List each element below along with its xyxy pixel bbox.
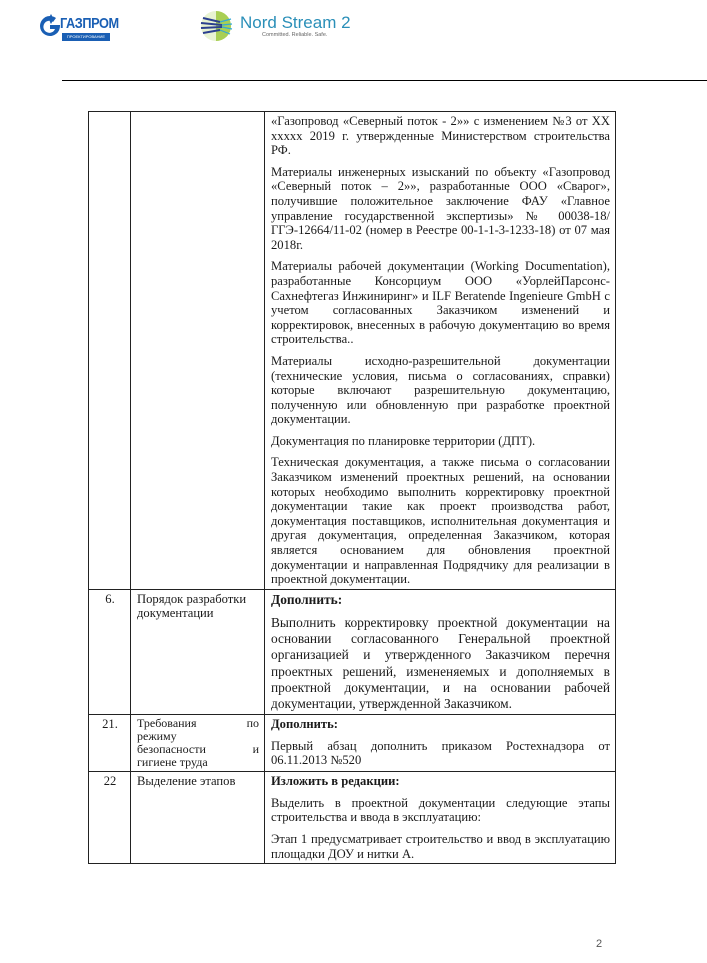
- row-title: [131, 112, 265, 590]
- paragraph: Материалы инженерных изысканий по объекту «Газопровод «Северный поток – 2»», разработанные ООО «Сварог», получившие положительное заключение ФАУ «Главное управление государственной экспертизы» № 00038-18/ГГЭ-12664/11-02 (номер в Реестре 00-1-1-3-1233-18) от 07 мая 2018г.: [271, 164, 610, 252]
- title-word: и: [252, 742, 259, 757]
- paragraph: Документация по планировке территории (ДПТ).: [271, 433, 536, 448]
- row-title: [131, 715, 265, 772]
- paragraph: Выделить в проектной документации следующие этапы строительства и ввода в эксплуатацию:: [271, 795, 610, 825]
- paragraph: Материалы рабочей документации (Working Documentation), разработанные Консорциум ООО «УорлейПарсонс-Сахнефтегаз Инжиниринг» и ILF Beratende Ingenieure GmbH с учетом согласованных Заказчиком изменений и корректировок, внесенных в рабочую документацию во время строительства..: [271, 259, 610, 347]
- table-row: [89, 715, 616, 772]
- row-content: [265, 772, 616, 864]
- row-number: [89, 112, 131, 590]
- row-heading: Изложить в редакции:: [271, 774, 400, 789]
- row-title: Порядок разработки документации: [131, 589, 265, 714]
- paragraph: Материалы исходно-разрешительной документации (технические условия, письма о согласованиях, справки) которые включают разрешительную документацию, полученную или обновленную при разработке проектной документации.: [271, 353, 610, 427]
- row-content: [265, 112, 616, 590]
- nordstream-globe-icon: [200, 10, 234, 42]
- gazprom-logo: [38, 12, 119, 42]
- paragraph: Первый абзац дополнить приказом Ростехнадзора от 06.11.2013 №520: [271, 738, 610, 768]
- row-number: 6.: [89, 589, 131, 714]
- requirements-table: [88, 111, 616, 864]
- row-content: [265, 715, 616, 772]
- row-content: [265, 589, 616, 714]
- gazprom-wordmark: ГАЗПРОМ: [60, 15, 119, 32]
- title-word: безопасности: [137, 742, 206, 757]
- row-number: 21.: [89, 715, 131, 772]
- title-word: по: [246, 716, 259, 731]
- nordstream-logo: [200, 10, 360, 42]
- row-title: Выделение этапов: [131, 772, 265, 864]
- gazprom-subtitle: ПРОЕКТИРОВАНИЕ: [62, 33, 110, 41]
- title-line: гигиене труда: [137, 755, 208, 770]
- paragraph: Этап 1 предусматривает строительство и ввод в эксплуатацию площадки ДОУ и нитки А.: [271, 832, 610, 861]
- paragraph: Техническая документация, а также письма о согласовании Заказчиком изменений проектных решений, на основании которых необходимо выполнить корректировку проектной документации такие как проект производства работ, документация поставщиков, исполнительная документация и другая документация, определенная Заказчиком, которая является основанием для обновления проектной документации и направленная Подрядчику для реализации в проектной документации.: [271, 455, 610, 587]
- table-row: [89, 772, 616, 864]
- nordstream-tagline: Committed. Reliable. Safe.: [262, 32, 328, 38]
- paragraph: «Газопровод «Северный поток - 2»» с изменением №3 от XX xxxxx 2019 г. утвержденные Министерством строительства РФ.: [271, 114, 610, 158]
- table-row: [89, 589, 616, 714]
- paragraph: Выполнить корректировку проектной документации на основании согласованного Генеральной проектной организацией и утвержденного Заказчиком перечня проектных решений, измененяемых и дополняемых в проектной документации, и на основании рабочей документации, утвержденной Заказчиком.: [271, 615, 610, 712]
- nordstream-wordmark: Nord Stream 2: [240, 13, 351, 32]
- header-divider: [62, 80, 707, 81]
- table-row: [89, 112, 616, 590]
- title-word: Требования: [137, 716, 197, 731]
- row-number: 22: [89, 772, 131, 864]
- title-line: режиму: [137, 729, 177, 744]
- row-heading: Дополнить:: [271, 591, 343, 607]
- row-heading: Дополнить:: [271, 717, 338, 732]
- page-number: 2: [596, 938, 603, 950]
